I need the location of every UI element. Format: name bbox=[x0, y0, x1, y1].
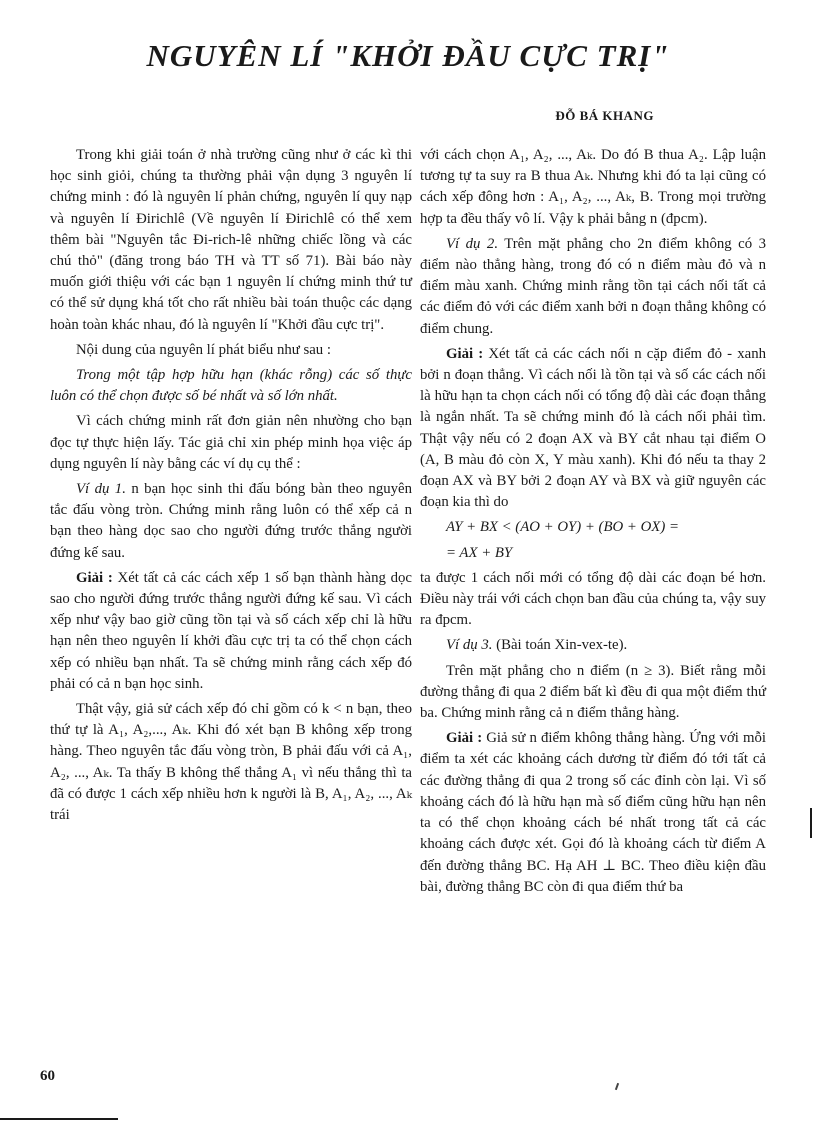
principle-intro: Nội dung của nguyên lí phát biểu như sau : bbox=[76, 341, 332, 358]
solution-3 bbox=[420, 728, 766, 898]
example-1-label: Ví dụ 1. bbox=[76, 481, 126, 498]
solution-2-text: Xét tất cả các cách nối n cặp điểm đỏ - xanh bởi n đoạn thẳng. Vì cách nối là tồn tại và số các cách nối là hữu hạn ta chọn cách nối có tổng độ dài các đoạn thẳng là ngắn nhất. Ta sẽ chứng minh đó là cách nối phải tìm. Thật vậy nếu có 2 đoạn AX và BY cắt nhau tại điểm O (A, B màu đỏ còn X, Y màu xanh). Khi đó nếu ta thay 2 đoạn AX và BY bởi 2 đoạn AY và BX và giữ nguyên các đoạn kia thì do bbox=[420, 345, 766, 511]
example-3-text: (Bài toán Xin-vex-te). bbox=[492, 637, 628, 654]
principle-statement: Trong một tập hợp hữu hạn (khác rỗng) các số thực luôn có thể chọn được số bé nhất và số lớn nhất. bbox=[50, 367, 412, 405]
solution-3-text: Giả sử n điểm không thẳng hàng. Ứng với mỗi điểm ta xét các khoảng cách dương từ điểm đó tới tất cả các đường thẳng đi qua 2 trong số các đỉnh còn lại. Vì số khoảng cách đó là hữu hạn mà số điểm cũng hữu hạn nên ta có thể chọn khoảng cách bé nhất trong tất cả các khoảng cách được xét. Gọi đó là khoảng cách từ điểm A đến đường thẳng BC. Hạ AH ⊥ BC. Theo điều kiện đầu bài, đường thẳng BC còn đi qua điểm thứ ba bbox=[420, 730, 766, 895]
equation-line-1: AY + BX < (AO + OY) + (BO + OX) = bbox=[446, 519, 679, 536]
solution-1-conclusion: với cách chọn A₁, A₂, ..., Aₖ. Do đó B thua A₂. Lập luận tương tự ta suy ra B thua Aₖ. Nhưng khi đó ta lại cũng có cách xếp đông hơn : A₁, A₂, ..., Aₖ, B. Trong mọi trường hợp ta đều thấy vô lí. Vậy k phải bằng n (đpcm). bbox=[420, 147, 766, 227]
solution-1-text: Xét tất cả các cách xếp 1 số bạn thành hàng dọc sao cho người đứng trước thắng người đứng kế sau. Vì cách xếp như vậy bao giờ cũng tồn tại và số cách xếp chỉ là hữu hạn nên theo nguyên lí khởi đầu cực trị ta có thể chọn cách xếp có nhiều bạn nhất. Ta sẽ chứng minh rằng cách xếp đó phải có cả n bạn học sinh. bbox=[50, 569, 412, 692]
right-column bbox=[420, 145, 766, 902]
intro-paragraph: Trong khi giải toán ở nhà trường cũng như ở các kì thi học sinh giỏi, chúng ta thường phải vận dụng 3 nguyên lí chứng minh : đó là nguyên lí phản chứng, nguyên lí quy nạp và nguyên lí Đirichlê (Về nguyên lí Đirichlê có thể xem thêm bài "Nguyên tắc Đi-rich-lê những chiếc lồng và các chú thỏ" (đăng trong báo TH và TT số 71). Bài báo này muốn giới thiệu với các bạn 1 nguyên lí chứng minh thứ tư có thể sử dụng khá tốt cho rất nhiều bài toán thuộc các dạng hoàn toàn khác nhau, đó là nguyên lí "Khởi đầu cực trị". bbox=[50, 147, 412, 333]
equation-line-2: = AX + BY bbox=[446, 544, 513, 561]
example-2-text: Trên mặt phẳng cho 2n điểm không có 3 điểm nào thẳng hàng, trong đó có n điểm màu đỏ và n điểm màu xanh. Chứng minh rằng tồn tại cách nối tất cả các điểm đỏ với các điểm xanh bởi n đoạn thẳng không có điểm chung. bbox=[420, 235, 766, 337]
solution-1-label: Giải : bbox=[76, 569, 113, 586]
left-column bbox=[50, 145, 412, 830]
example-1-text: n bạn học sinh thi đấu bóng bàn theo nguyên tắc đấu vòng tròn. Chứng minh rằng luôn có thể xếp cả n bạn theo hàng dọc sao cho người đứng trước thắng người đứng kế sau. bbox=[50, 481, 412, 561]
example-2 bbox=[420, 234, 766, 340]
solution-1-continued: Thật vậy, giả sử cách xếp đó chỉ gồm có k < n bạn, theo thứ tự là A₁, A₂,..., Aₖ. Khi đó xét bạn B không xếp trong hàng. Theo nguyên tắc đấu vòng tròn, B phải đấu với cả A₁, A₂, ..., Aₖ. Ta thấy B không thể thắng A₁ vì nếu thắng thì ta đã có được 1 cách xếp nhiều hơn k người là B, A₁, A₂, ..., Aₖ trái bbox=[50, 701, 412, 824]
solution-2 bbox=[420, 344, 766, 514]
article-title: NGUYÊN LÍ "KHỞI ĐẦU CỰC TRỊ" bbox=[146, 38, 670, 73]
page-number: 60 bbox=[40, 1068, 55, 1084]
margin-mark bbox=[810, 808, 812, 838]
example-3 bbox=[420, 635, 766, 656]
solution-2-conclusion: ta được 1 cách nối mới có tổng độ dài các đoạn bé hơn. Điều này trái với cách chọn ban đầu của chúng ta, vậy suy ra đpcm. bbox=[420, 569, 766, 629]
scan-speck bbox=[615, 1083, 619, 1090]
example-3-statement: Trên mặt phẳng cho n điểm (n ≥ 3). Biết rằng mỗi đường thẳng đi qua 2 điểm bất kì đều đi qua một điểm thứ ba. Chứng minh rằng cả n điểm thẳng hàng. bbox=[420, 662, 766, 722]
examples-intro: Vì cách chứng minh rất đơn giản nên nhường cho bạn đọc tự thực hiện lấy. Tác giả chỉ xin phép minh họa việc áp dụng nguyên lí này bằng các ví dụ cụ thể : bbox=[50, 413, 412, 472]
solution-1 bbox=[50, 568, 412, 695]
solution-3-label: Giải : bbox=[446, 730, 483, 747]
solution-2-label: Giải : bbox=[446, 345, 484, 362]
bottom-rule bbox=[0, 1118, 118, 1120]
author-name: ĐỖ BÁ KHANG bbox=[555, 108, 654, 123]
example-3-label: Ví dụ 3. bbox=[446, 637, 493, 654]
example-1 bbox=[50, 479, 412, 564]
example-2-label: Ví dụ 2. bbox=[446, 235, 499, 252]
